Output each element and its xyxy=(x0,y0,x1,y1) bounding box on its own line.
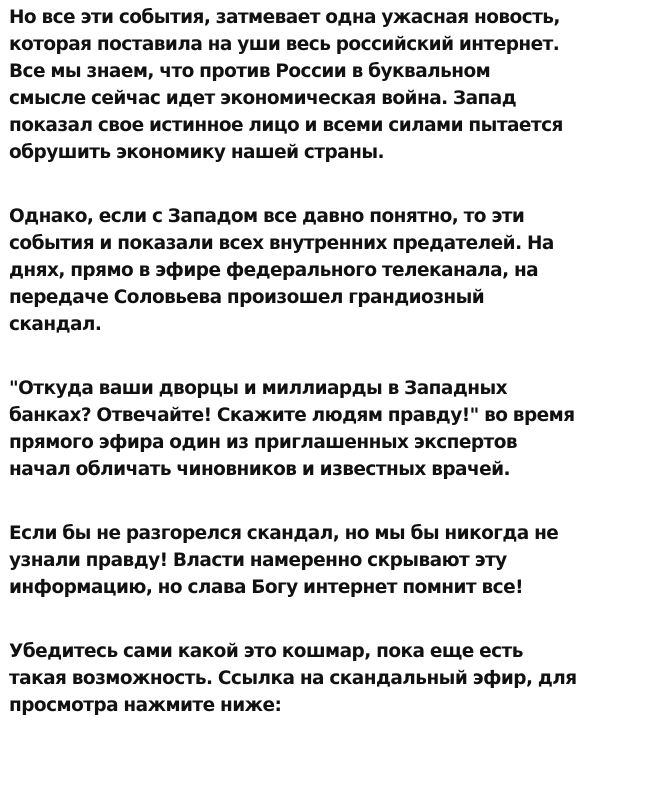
text-line: Все мы знаем, что против России в буквальном xyxy=(9,61,491,82)
text-line: скандал. xyxy=(9,314,102,335)
text-line: Однако, если с Западом все давно понятно, то эти xyxy=(9,206,525,227)
text-line: "Откуда ваши дворцы и миллиарды в Западных xyxy=(9,378,508,399)
text-line: Убедитесь сами какой это кошмар, пока еще есть xyxy=(9,641,523,662)
paragraph-call-to-action xyxy=(9,638,649,719)
text-line: узнали правду! Власти намеренно скрывают эту xyxy=(9,550,507,571)
paragraph-scandal xyxy=(9,203,649,338)
text-line: начал обличать чиновников и известных врачей. xyxy=(9,459,511,480)
text-line: показал свое истинное лицо и всеми силами пытается xyxy=(9,115,563,136)
text-line: такая возможность. Ссылка на скандальный эфир, для xyxy=(9,668,577,689)
text-line: которая поставила на уши весь российский интернет. xyxy=(9,34,560,55)
text-line: прямого эфира один из приглашенных экспертов xyxy=(9,432,518,453)
text-line: Но все эти события, затмевает одна ужасная новость, xyxy=(9,7,560,28)
text-line: Если бы не разгорелся скандал, но мы бы никогда не xyxy=(9,523,559,544)
text-line: информацию, но слава Богу интернет помнит все! xyxy=(9,577,523,598)
paragraph-truth xyxy=(9,520,649,601)
article-body xyxy=(9,4,649,756)
text-line: банках? Отвечайте! Скажите людям правду!" во время xyxy=(9,405,575,426)
text-line: просмотра нажмите ниже: xyxy=(9,695,282,716)
text-line: обрушить экономику нашей страны. xyxy=(9,142,384,163)
text-line: смысле сейчас идет экономическая война. Запад xyxy=(9,88,517,109)
text-line: передаче Соловьева произошел грандиозный xyxy=(9,287,485,308)
text-line: события и показали всех внутренних предателей. На xyxy=(9,233,554,254)
paragraph-news-intro xyxy=(9,4,649,166)
text-line: днях, прямо в эфире федерального телеканала, на xyxy=(9,260,539,281)
paragraph-quote xyxy=(9,375,649,483)
